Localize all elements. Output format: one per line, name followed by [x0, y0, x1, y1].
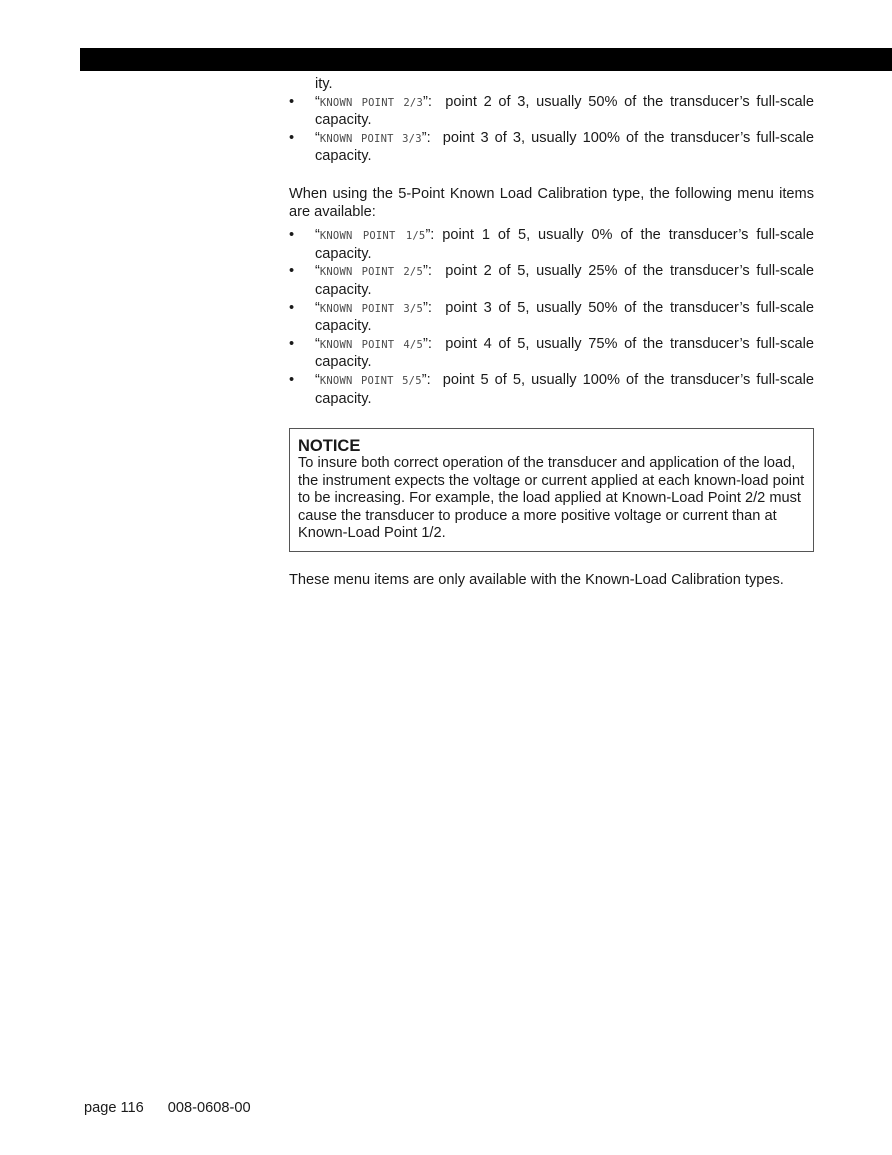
lcd-menu-text: KNOWN POINT 4/5 — [319, 338, 423, 351]
closing-paragraph: These menu items are only available with the Known-Load Calibration types. — [289, 572, 784, 589]
list-item: • “KNOWN POINT 3/3”: point 3 of 3, usually 100% of the transducer’s full-scale capacity. — [289, 130, 814, 166]
list-item-text: point 4 of 5, usually 75% of the transducer’s full-scale capacity. — [315, 335, 814, 371]
notice-title: NOTICE — [298, 437, 361, 456]
list-item: • “KNOWN POINT 2/3”: point 2 of 3, usually 50% of the transducer’s full-scale capacity. — [289, 94, 814, 130]
page-content — [289, 76, 814, 590]
lcd-menu-text: KNOWN POINT 1/5 — [319, 230, 426, 243]
list-item: • “KNOWN POINT 3/5”: point 3 of 5, usually 50% of the transducer’s full-scale capacity. — [289, 300, 814, 336]
list-item: • “KNOWN POINT 2/5”: point 2 of 5, usually 25% of the transducer’s full-scale capacity. — [289, 263, 814, 299]
lcd-menu-text: KNOWN POINT 3/5 — [319, 302, 423, 315]
lcd-menu-text: KNOWN POINT 2/5 — [319, 266, 423, 279]
document-number: 008-0608-00 — [167, 1100, 251, 1116]
list-item-text: point 1 of 5, usually 0% of the transducer’s full-scale capacity. — [315, 227, 814, 262]
notice-box — [289, 428, 814, 552]
header-bar — [80, 48, 892, 71]
list-item-text: point 5 of 5, usually 100% of the transducer’s full-scale capacity. — [315, 371, 814, 407]
list-item-text: point 2 of 3, usually 50% of the transducer’s full-scale capacity. — [315, 93, 814, 129]
known-point-5-list — [289, 227, 814, 408]
known-point-3-list — [289, 94, 814, 166]
notice-body: To insure both correct operation of the transducer and application of the load, the instrument expects the voltage or current applied at each known-load point to be increasing. For example, the load applied at Known-Load Point 2/2 must cause the transducer to produce a more positive voltage or current than at Known-Load Point 1/2. — [298, 455, 805, 542]
list-item: • “KNOWN POINT 5/5”: point 5 of 5, usually 100% of the transducer’s full-scale capacity. — [289, 372, 814, 408]
list-item-text: point 3 of 3, usually 100% of the transducer’s full-scale capacity. — [315, 129, 814, 165]
list-item: • “KNOWN POINT 1/5”: point 1 of 5, usually 0% of the transducer’s full-scale capacity. — [289, 227, 814, 263]
page-number: page 116 — [84, 1100, 144, 1116]
list-item-text: point 3 of 5, usually 50% of the transducer’s full-scale capacity. — [315, 299, 814, 335]
continuation-text: ity. — [315, 76, 333, 92]
lcd-menu-text: KNOWN POINT 3/3 — [319, 132, 422, 145]
page-footer — [84, 1100, 251, 1116]
intro-paragraph: When using the 5-Point Known Load Calibration type, the following menu items are available: — [289, 185, 814, 220]
list-item: • “KNOWN POINT 4/5”: point 4 of 5, usually 75% of the transducer’s full-scale capacity. — [289, 336, 814, 372]
lcd-menu-text: KNOWN POINT 5/5 — [319, 374, 422, 387]
list-item-text: point 2 of 5, usually 25% of the transducer’s full-scale capacity. — [315, 263, 814, 298]
lcd-menu-text: KNOWN POINT 2/3 — [319, 96, 423, 109]
